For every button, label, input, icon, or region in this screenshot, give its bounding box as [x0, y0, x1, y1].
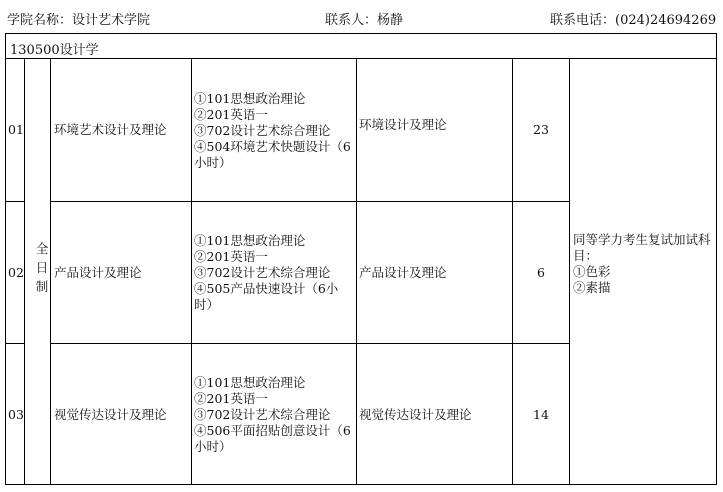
row-divider: [50, 343, 569, 344]
program-table: [5, 58, 717, 485]
column-divider: [24, 59, 25, 484]
direction-code: 02: [8, 265, 24, 280]
retest-subject: 产品设计及理论: [359, 265, 447, 280]
major-title: 130500设计学: [10, 43, 99, 58]
column-divider: [356, 59, 357, 484]
school-name: 学院名称：设计艺术学院: [7, 13, 151, 28]
contact-person: 联系人：杨静: [325, 13, 404, 28]
remark-note: 同等学力考生复试加试科目： ①色彩 ②素描: [573, 232, 711, 295]
retest-subject: 环境设计及理论: [359, 117, 447, 132]
enrollment-count: 6: [537, 265, 545, 280]
column-divider: [191, 59, 192, 484]
column-divider: [512, 59, 513, 484]
enrollment-count: 23: [533, 122, 549, 137]
direction-name: 产品设计及理论: [54, 265, 142, 280]
row-divider: [6, 343, 24, 344]
study-mode: 全 日 制: [35, 241, 49, 294]
direction-code: 01: [8, 122, 24, 137]
exam-subjects: ①101思想政治理论 ②201英语一 ③702设计艺术综合理论 ④506平面招贴创意设计（6小时）: [194, 375, 351, 454]
exam-subjects: ①101思想政治理论 ②201英语一 ③702设计艺术综合理论 ④504环境艺术快题设计（6小时）: [194, 91, 351, 170]
row-divider: [50, 201, 569, 202]
row-divider: [6, 201, 24, 202]
direction-name: 环境艺术设计及理论: [54, 122, 167, 137]
direction-code: 03: [8, 407, 24, 422]
exam-subjects: ①101思想政治理论 ②201英语一 ③702设计艺术综合理论 ④505产品快速设计（6小时）: [194, 233, 339, 312]
column-divider: [569, 59, 570, 484]
page-header: [0, 0, 723, 32]
contact-phone: 联系电话：(024)24694269: [550, 13, 717, 28]
enrollment-count: 14: [533, 407, 549, 422]
retest-subject: 视觉传达设计及理论: [359, 407, 472, 422]
major-row: [5, 33, 717, 59]
direction-name: 视觉传达设计及理论: [54, 407, 167, 422]
